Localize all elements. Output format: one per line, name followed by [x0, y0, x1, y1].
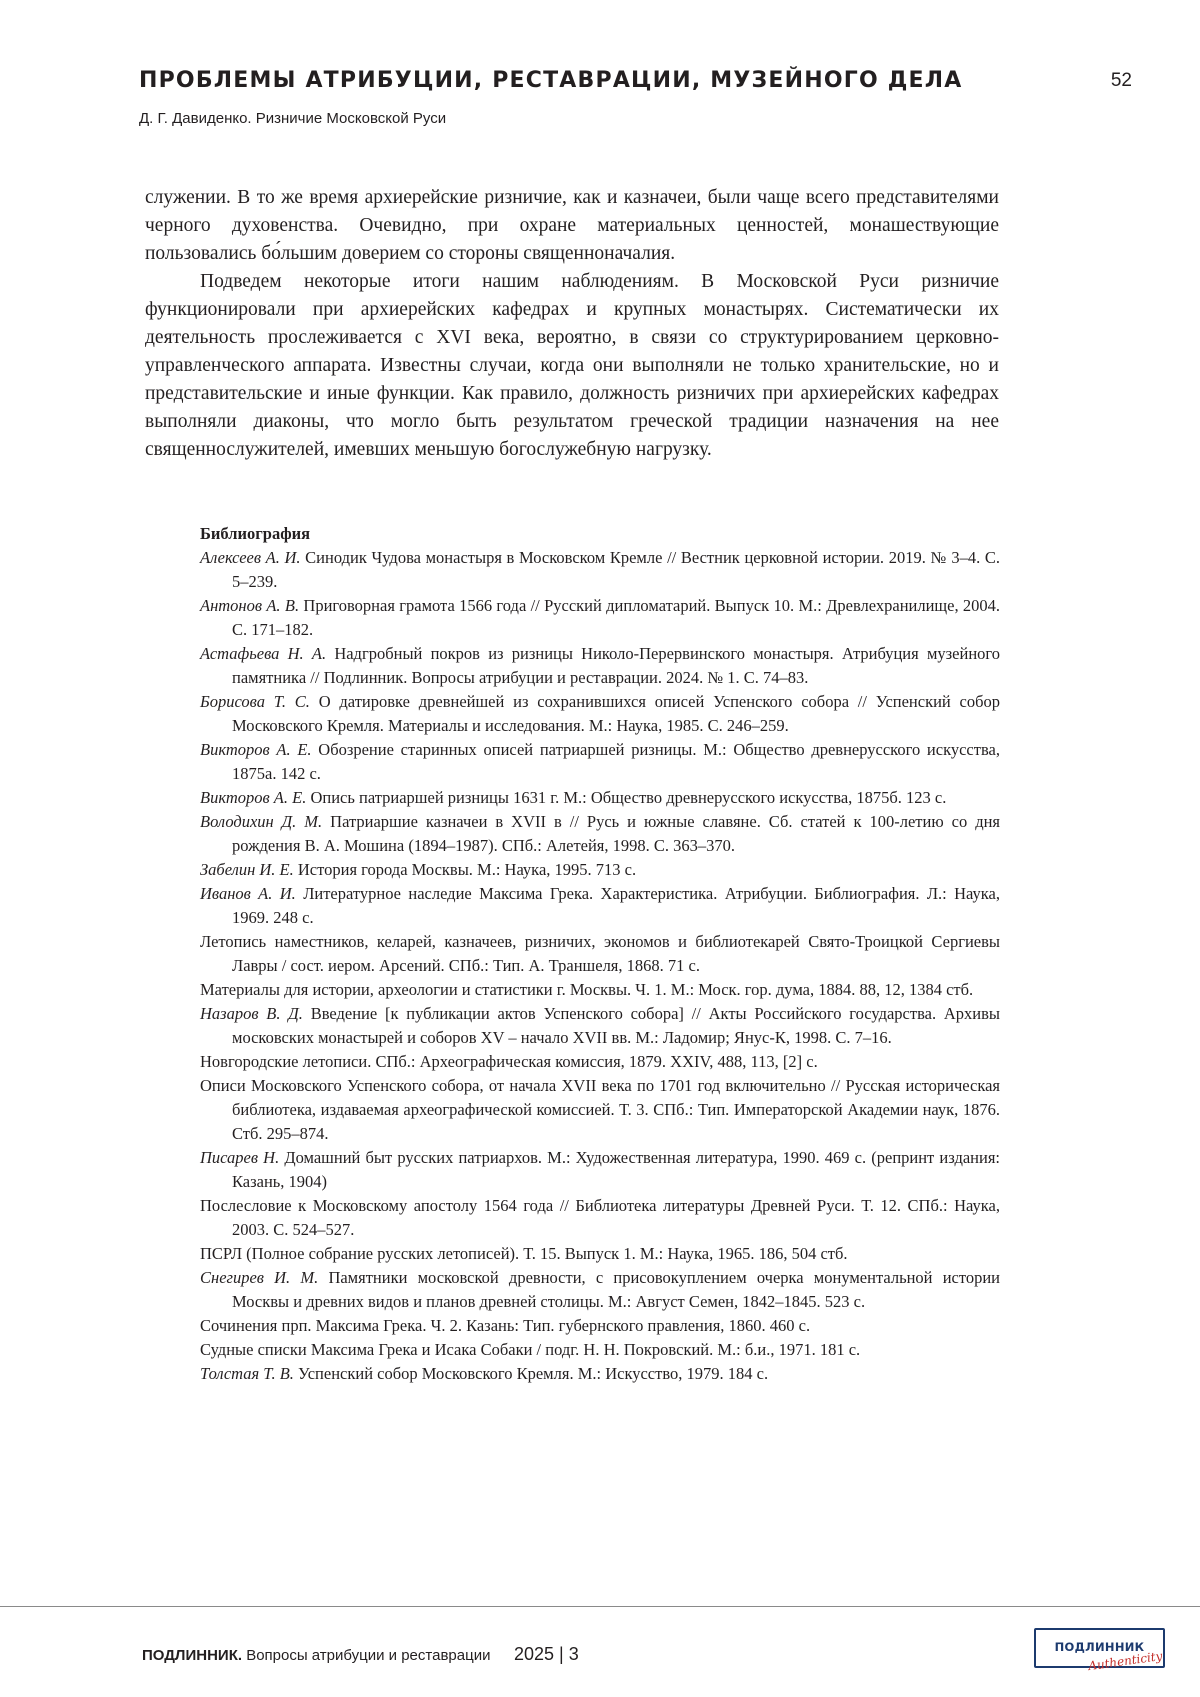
- entry-author: Писарев Н.: [200, 1148, 279, 1167]
- entry-author: Володихин Д. М.: [200, 812, 322, 831]
- journal-subtitle: Вопросы атрибуции и реставрации: [246, 1647, 490, 1664]
- entry-text: Опись патриаршей ризницы 1631 г. М.: Общество древнерусского искусства, 1875б. 123 с.: [310, 788, 946, 807]
- entry-text: Судные списки Максима Грека и Исака Собаки / подг. Н. Н. Покровский. М.: б.и., 1971. 181 с.: [200, 1340, 860, 1359]
- bibliography-entry: [200, 1266, 1000, 1314]
- bibliography-entry: [200, 1146, 1000, 1194]
- footer-divider: [0, 1606, 1200, 1607]
- bibliography-entry: [200, 930, 1000, 978]
- entry-author: Борисова Т. С.: [200, 692, 310, 711]
- bibliography-entry: [200, 786, 1000, 810]
- bibliography-heading: Библиография: [200, 522, 1000, 546]
- entry-text: О датировке древнейшей из сохранившихся описей Успенского собора // Успенский собор Московского Кремля. Материалы и исследования. М.: Наука, 1985. С. 246–259.: [232, 692, 1000, 735]
- entry-author: Забелин И. Е.: [200, 860, 294, 879]
- bibliography-entry: [200, 1338, 1000, 1362]
- entry-text: Материалы для истории, археологии и статистики г. Москвы. Ч. 1. М.: Моск. гор. дума, 1884. 88, 12, 1384 стб.: [200, 980, 973, 999]
- journal-brand: ПОДЛИННИК.: [142, 1647, 242, 1664]
- bibliography-entry: [200, 594, 1000, 642]
- bibliography: [200, 522, 1000, 1386]
- article-body: [145, 184, 999, 464]
- entry-author: Иванов А. И.: [200, 884, 296, 903]
- entry-text: Новгородские летописи. СПб.: Археографическая комиссия, 1879. XXIV, 488, 113, [2] с.: [200, 1052, 818, 1071]
- footer-issue: 2025 | 3: [514, 1644, 579, 1665]
- bibliography-entry: [200, 1074, 1000, 1146]
- entry-text: Памятники московской древности, с присовокуплением очерка монументальной истории Москвы и древних видов и планов древней столицы. М.: Август Семен, 1842–1845. 523 с.: [232, 1268, 1000, 1311]
- entry-text: Обозрение старинных описей патриаршей ризницы. М.: Общество древнерусского искусства, 1875а. 142 с.: [232, 740, 1000, 783]
- entry-text: Введение [к публикации актов Успенского собора] // Акты Российского государства. Архивы московских монастырей и соборов XV – начало XVII вв. М.: Ладомир; Янус-К, 1998. С. 7–16.: [232, 1004, 1000, 1047]
- journal-logo: [1034, 1628, 1165, 1668]
- entry-text: Приговорная грамота 1566 года // Русский дипломатарий. Выпуск 10. М.: Древлехранилище, 2004. С. 171–182.: [232, 596, 1000, 639]
- bibliography-entry: [200, 1314, 1000, 1338]
- bibliography-entry: [200, 810, 1000, 858]
- paragraph: служении. В то же время архиерейские ризничие, как и казначеи, были чаще всего представителями черного духовенства. Очевидно, при охране материальных ценностей, монашествующие пользовались бо́льшим доверием со стороны священноначалия.: [145, 184, 999, 268]
- bibliography-entry: [200, 738, 1000, 786]
- entry-text: Надгробный покров из ризницы Николо-Перервинского монастыря. Атрибуция музейного памятника // Подлинник. Вопросы атрибуции и реставрации. 2024. № 1. С. 74–83.: [232, 644, 1000, 687]
- page-number: 52: [1111, 70, 1132, 92]
- entry-text: Сочинения прп. Максима Грека. Ч. 2. Казань: Тип. губернского правления, 1860. 460 с.: [200, 1316, 810, 1335]
- logo-script: Authenticity: [1087, 1649, 1163, 1673]
- bibliography-entry: [200, 1194, 1000, 1242]
- bibliography-entry: [200, 1050, 1000, 1074]
- entry-text: Синодик Чудова монастыря в Московском Кремле // Вестник церковной истории. 2019. № 3–4. С. 5–239.: [232, 548, 1000, 591]
- entry-text: Литературное наследие Максима Грека. Характеристика. Атрибуции. Библиография. Л.: Наука, 1969. 248 с.: [232, 884, 1000, 927]
- bibliography-entry: [200, 1002, 1000, 1050]
- entry-author: Алексеев А. И.: [200, 548, 301, 567]
- entry-author: Назаров В. Д.: [200, 1004, 303, 1023]
- article-running-title: Д. Г. Давиденко. Ризничие Московской Руси: [139, 110, 446, 127]
- bibliography-entry: [200, 642, 1000, 690]
- entry-text: ПСРЛ (Полное собрание русских летописей). Т. 15. Выпуск 1. М.: Наука, 1965. 186, 504 стб.: [200, 1244, 848, 1263]
- logo-wordmark: ПОДЛИННИК: [1036, 1640, 1163, 1654]
- journal-page: [0, 0, 1200, 1697]
- entry-text: История города Москвы. М.: Наука, 1995. 713 с.: [298, 860, 636, 879]
- entry-author: Астафьева Н. А.: [200, 644, 326, 663]
- bibliography-entry: [200, 690, 1000, 738]
- bibliography-entry: [200, 546, 1000, 594]
- footer-journal-title: [142, 1647, 490, 1664]
- entry-text: Успенский собор Московского Кремля. М.: Искусство, 1979. 184 с.: [298, 1364, 768, 1383]
- bibliography-entry: [200, 1242, 1000, 1266]
- paragraph: Подведем некоторые итоги нашим наблюдениям. В Московской Руси ризничие функционировали при архиерейских кафедрах и крупных монастырях. Систематически их деятельность прослеживается с XVI века, вероятно, в связи со структурированием церковно-управленческого аппарата. Известны случаи, когда они выполняли не только хранительские, но и представительские и иные функции. Как правило, должность ризничих при архиерейских кафедрах выполняли диаконы, что могло быть результатом греческой традиции назначения на нее священнослужителей, имевших меньшую богослужебную нагрузку.: [145, 268, 999, 464]
- bibliography-entry: [200, 978, 1000, 1002]
- section-title: ПРОБЛЕМЫ АТРИБУЦИИ, РЕСТАВРАЦИИ, МУЗЕЙНОГО ДЕЛА: [139, 68, 962, 93]
- entry-text: Послесловие к Московскому апостолу 1564 года // Библиотека литературы Древней Руси. Т. 12. СПб.: Наука, 2003. С. 524–527.: [200, 1196, 1000, 1239]
- entry-author: Антонов А. В.: [200, 596, 299, 615]
- bibliography-entry: [200, 1362, 1000, 1386]
- bibliography-list: [200, 546, 1000, 1386]
- entry-text: Описи Московского Успенского собора, от начала XVII века по 1701 год включительно // Русская историческая библиотека, издаваемая археографической комиссией. Т. 3. СПб.: Тип. Императорской Академии наук, 1876. Стб. 295–874.: [200, 1076, 1000, 1143]
- entry-author: Викторов А. Е.: [200, 788, 306, 807]
- bibliography-entry: [200, 882, 1000, 930]
- bibliography-entry: [200, 858, 1000, 882]
- entry-author: Снегирев И. М.: [200, 1268, 318, 1287]
- entry-text: Летопись наместников, келарей, казначеев, ризничих, экономов и библиотекарей Свято-Троицкой Сергиевы Лавры / сост. иером. Арсений. СПб.: Тип. А. Траншеля, 1868. 71 с.: [200, 932, 1000, 975]
- entry-author: Викторов А. Е.: [200, 740, 312, 759]
- entry-text: Патриаршие казначеи в XVII в // Русь и южные славяне. Сб. статей к 100-летию со дня рождения В. А. Мошина (1894–1987). СПб.: Алетейя, 1998. С. 363–370.: [232, 812, 1000, 855]
- entry-author: Толстая Т. В.: [200, 1364, 294, 1383]
- entry-text: Домашний быт русских патриархов. М.: Художественная литература, 1990. 469 с. (репринт издания: Казань, 1904): [232, 1148, 1000, 1191]
